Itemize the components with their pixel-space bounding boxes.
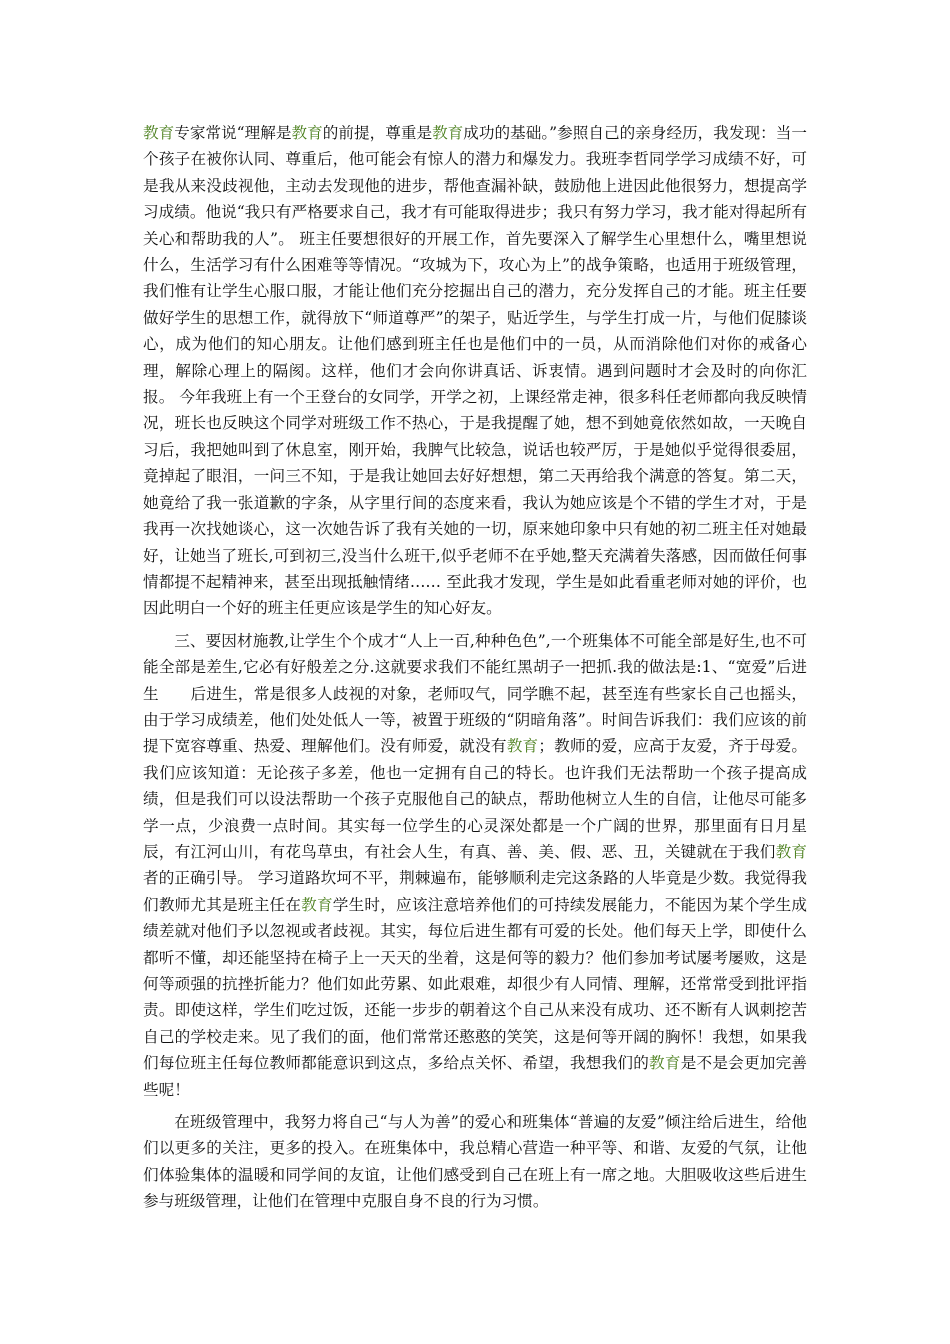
text-run: ；教师的爱，应高于友爱，齐于母爱。我们应该知道：无论孩子多差，他也一定拥有自己的特长。也许我们无法帮助一个孩子提高成绩，但是我们可以设法帮助一个孩子克服他自己的缺点，帮助他树立人生的自信，让他尽可能多学一点，少浪费一点时间。其实每一位学生的心灵深处都是一个广阔的世界，那里面有日月星辰，有江河山川，有花鸟草虫，有社会人生，有真、善、美、假、恶、丑，关键就在于我们 — [143, 737, 807, 861]
text-run: 是不是会更加完善些呢！ — [143, 1054, 807, 1099]
keyword-education: 教育 — [649, 1054, 681, 1073]
keyword-education: 教育 — [506, 737, 539, 756]
text-run: 成功的基础。”参照自己的亲身经历，我发现：当一个孩子在被你认同、尊重后，他可能会有惊人的潜力和爆发力。我班李哲同学学习成绩不好，可是我从来没歧视他，主动去发现他的进步，帮他查漏补缺，鼓励他上进因此他很努力，想提高学习成绩。他说“我只有严格要求自己，我才有可能取得进步；我只有努力学习，我才能对得起所有关心和帮助我的人”。 班主任要想很好的开展工作，首先要深入了解学生心里想什么，嘴里想说什么，生活学习有什么困难等等情况。“攻城为下，攻心为上”的战争策略，也适用于班级管理，我们惟有让学生心服口服，才能让他们充分挖掘出自己的潜力，充分发挥自己的才能。班主任要做好学生的思想工作，就得放下“师道尊严”的架子，贴近学生，与学生打成一片，与他们促膝谈心，成为他们的知心朋友。让他们感到班主任也是他们中的一员，从而消除他们对你的戒备心理，解除心理上的隔阂。这样，他们才会向你讲真话、诉衷情。遇到问题时才会及时的向你汇报。 今年我班上有一个王登台的女同学，开学之初，上课经常走神，很多科任老师都向我反映情况，班长也反映这个同学对班级工作不热心，于是我提醒了她，想不到她竟依然如故，一天晚自习后，我把她叫到了休息室，刚开始，我脾气比较急，说话也较严厉，于是她似乎觉得很委屈，竟掉起了眼泪，一问三不知，于是我让她回去好好想想，第二天再给我个满意的答复。第二天，她竟给了我一张道歉的字条，从字里行间的态度来看，我认为她应该是个不错的学生才对，于是我再一次找她谈心，这一次她告诉了我有关她的一切，原来她印象中只有她的初二班主任对她最好，让她当了班长,可到初三,没当什么班干,似乎老师不在乎她,整天充满着失落感，因而做任何事情都提不起精神来，甚至出现抵触情绪…… 至此我才发现，学生是如此看重老师对她的评价，也因此明白一个好的班主任更应该是学生的知心好友。 — [143, 124, 807, 618]
keyword-education: 教育 — [432, 124, 464, 142]
keyword-education: 教育 — [143, 124, 175, 142]
keyword-education: 教育 — [301, 895, 333, 914]
document-body — [143, 120, 807, 1221]
paragraph-3 — [143, 1109, 807, 1215]
keyword-education: 教育 — [291, 124, 323, 142]
paragraph-1 — [143, 120, 807, 622]
text-run: 学生时，应该注意培养他们的可持续发展能力，不能因为某个学生成绩差就对他们予以忽视或者歧视。其实，每位后进生都有可爱的长处。他们每天上学，即使什么都听不懂，却还能坚持在椅子上一天天的坐着，这是何等的毅力？他们参加考试屡考屡败，这是何等顽强的抗挫折能力？他们如此劳累、如此艰难，却很少有人同情、理解，还常常受到批评指责。即使这样，学生们吃过饭，还能一步步的朝着这个自己从来没有成功、还不断有人讽刺挖苦自己的学校走来。见了我们的面，他们常常还憨憨的笑笑，这是何等开阔的胸怀！我想，如果我们每位班主任每位教师都能意识到这点，多给点关怀、希望，我想我们的 — [143, 895, 807, 1073]
keyword-education: 教育 — [775, 842, 807, 861]
text-run: 三、要因材施教,让学生个个成才“人上一百,种种色色”,一个班集体不可能全部是好生,也不可能全部是差生,它必有好般差之分.这就要求我们不能红黑胡子一把抓.我的做法是:1、“宽爱”后进生 后进生，常是很多人歧视的对象，老师叹气，同学瞧不起，甚至连有些家长自己也摇头，由于学习成绩差，他们处处低人一等，被置于班级的“阴暗角落”。时间告诉我们：我们应该的前提下宽容尊重、热爱、理解他们。没有师爱，就没有 — [143, 631, 807, 756]
paragraph-2 — [143, 628, 807, 1103]
text-run: 专家常说“理解是 — [174, 124, 292, 142]
text-run: 在班级管理中，我努力将自己“与人为善”的爱心和班集体“普遍的友爱”倾注给后进生，给他们以更多的关注，更多的投入。在班集体中，我总精心营造一种平等、和谐、友爱的气氛，让他们体验集体的温暖和同学间的友谊，让他们感受到自己在班上有一席之地。大胆吸收这些后进生参与班级管理，让他们在管理中克服自身不良的行为习惯。 — [143, 1113, 807, 1211]
text-run: 的前提，尊重是 — [322, 124, 433, 142]
text-run: 者的正确引导。 学习道路坎坷不平，荆棘遍布，能够顺利走完这条路的人毕竟是少数。我觉得我们教师尤其是班主任在 — [143, 869, 807, 914]
